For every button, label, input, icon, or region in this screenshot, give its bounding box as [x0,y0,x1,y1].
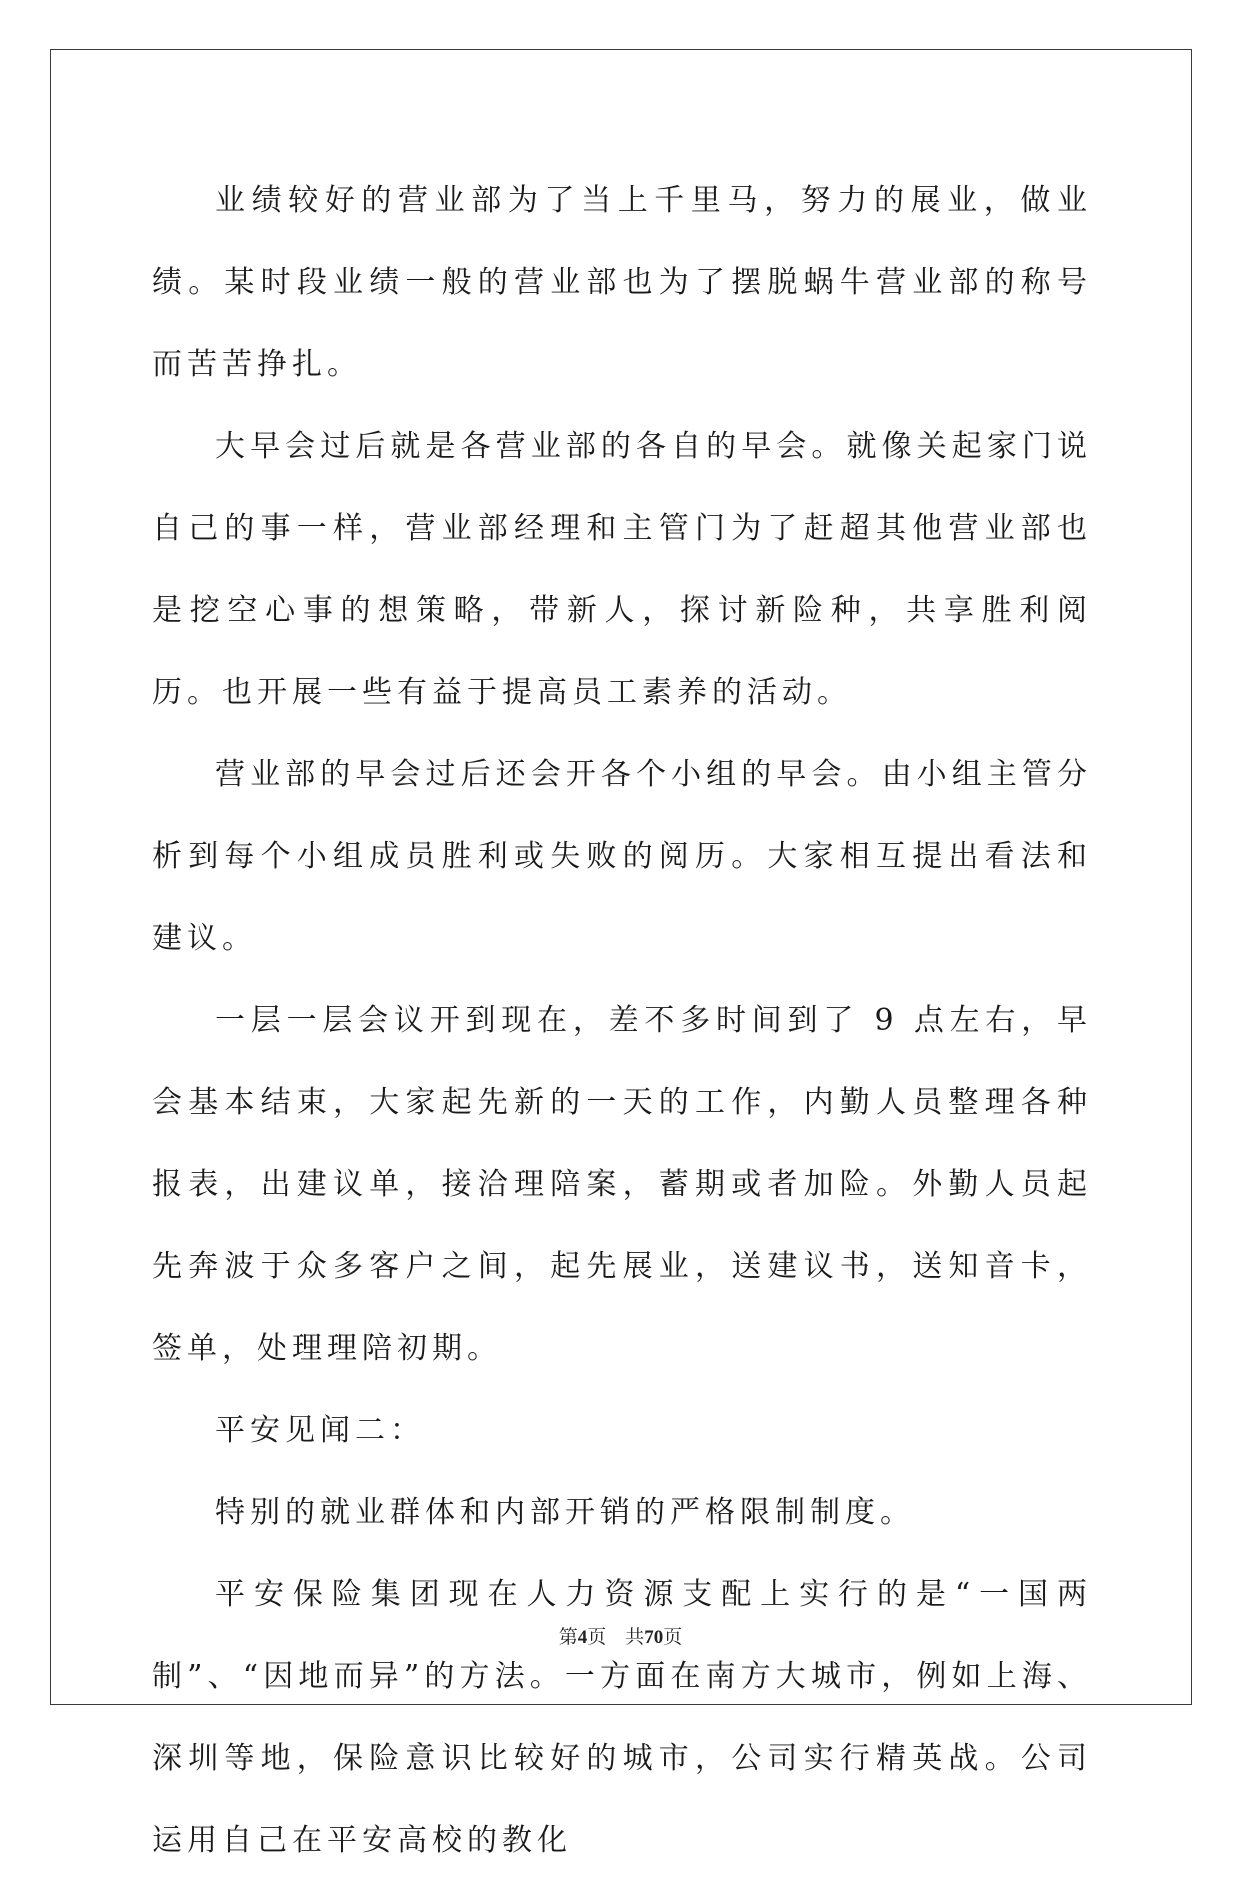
paragraph-line: 个小组成员胜利或失败的阅历。大家相互提出看法和建议。 [152,839,1093,956]
footer-page-number: 4 [577,1627,588,1648]
footer-total-pages: 70 [644,1627,664,1648]
paragraph-line: 一层一层会议开到现在，差不多时间到了 9 点左右，早会基本结 [152,1003,1092,1120]
footer-middle: 页 共 [587,1627,645,1648]
paragraph-line: 平安见闻二： [215,1413,425,1448]
footer-suffix: 页 [663,1627,683,1648]
paragraph-line: 大早会过后就是各营业部的各自的早会。就像关起家门说自己的 [152,429,1092,546]
page-footer [0,1622,1241,1649]
paragraph-line: 营业部的早会过后还会开各个小组的早会。由小组主管分析到每 [152,757,1092,874]
paragraph-line: 识比较好的城市，公司实行精英战。公司运用自己在平安高校的教化 [152,1741,1093,1858]
footer-prefix: 第 [558,1627,578,1648]
paragraph-line: 平安保险集团现在人力资源支配上实行的是“一国两制”、“因地 [152,1577,1092,1694]
paragraph [152,1390,1092,1472]
paragraph-line: 业绩较好的营业部为了当上千里马，努力的展业，做业绩。某时 [152,183,1092,300]
paragraph-line: 而异”的方法。一方面在南方大城市，例如上海、深圳等地，保险意 [152,1659,1092,1776]
paragraph-line: 段业绩一般的营业部也为了摆脱蜗牛营业部的称号而苦苦挣扎。 [152,265,1093,382]
paragraph-line: 束，大家起先新的一天的工作，内勤人员整理各种报表，出建议单， [152,1085,1093,1202]
paragraph-line: 事一样，营业部经理和主管门为了赶超其他营业部也是挖空心事的想 [152,511,1093,628]
paragraph-line: 员工素养的活动。 [572,675,852,710]
paragraph [152,160,1092,406]
paragraph [152,1554,1092,1882]
paragraph-line: 接洽理陪案，蓄期或者加险。外勤人员起先奔波于众多客户之间，起 [152,1167,1093,1284]
paragraph-line: 特别的就业群体和内部开销的严格限制制度。 [215,1495,915,1530]
paragraph [152,1472,1092,1554]
paragraph [152,406,1092,734]
paragraph-line: 先展业，送建议书，送知音卡，签单，处理理陪初期。 [152,1249,1093,1366]
paragraph-line: 策略，带新人，探讨新险种，共享胜利阅历。也开展一些有益于提高 [152,593,1093,710]
paragraph [152,980,1092,1390]
paragraph [152,734,1092,980]
